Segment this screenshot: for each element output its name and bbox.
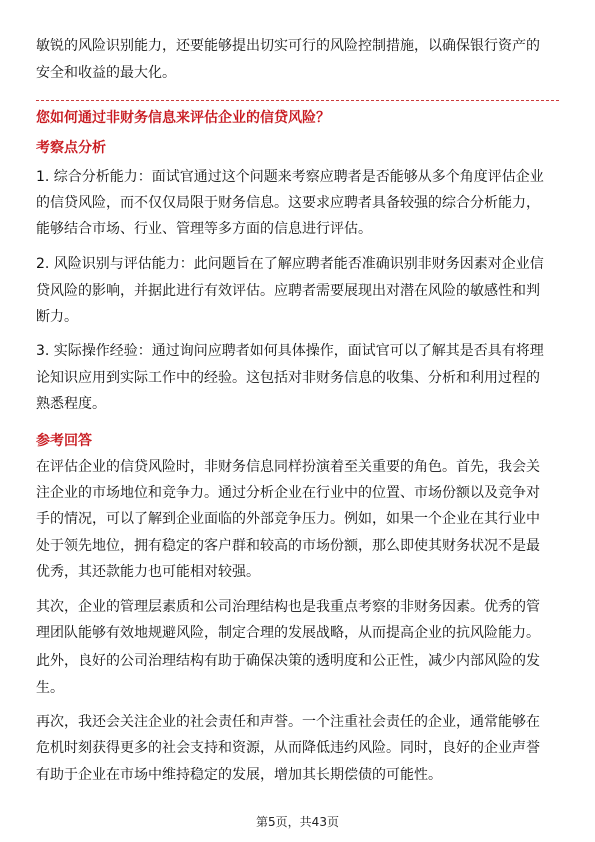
- reference-line: 危机时刻获得更多的社会支持和资源，从而降低违约风险。同时，良好的企业声誉: [36, 740, 540, 756]
- reference-line: 此外，良好的公司治理结构有助于确保决策的透明度和公正性，减少内部风险的发: [36, 653, 540, 669]
- analysis-point-line: 的信贷风险，而不仅仅局限于财务信息。这要求应聘者具备较强的综合分析能力，: [36, 195, 540, 211]
- analysis-point-line: 3. 实际操作经验：通过询问应聘者如何具体操作，面试官可以了解其是否具有将理: [36, 343, 544, 359]
- reference-heading: 参考回答: [36, 433, 92, 449]
- section-divider: [36, 100, 559, 101]
- reference-line: 在评估企业的信贷风险时，非财务信息同样扮演着至关重要的角色。首先，我会关: [36, 459, 540, 475]
- reference-line: 手的情况，可以了解到企业面临的外部竞争压力。例如，如果一个企业在其行业中: [36, 511, 540, 527]
- analysis-point-line: 贷风险的影响，并据此进行有效评估。应聘者需要展现出对潜在风险的敏感性和判: [36, 283, 540, 299]
- reference-line: 再次，我还会关注企业的社会责任和声誉。一个注重社会责任的企业，通常能够在: [36, 714, 540, 730]
- analysis-point-line: 能够结合市场、行业、管理等多方面的信息进行评估。: [36, 221, 372, 237]
- analysis-point-line: 2. 风险识别与评估能力：此问题旨在了解应聘者能否准确识别非财务因素对企业信: [36, 256, 544, 272]
- reference-line: 有助于企业在市场中维持稳定的发展，增加其长期偿债的可能性。: [36, 767, 442, 783]
- analysis-point-line: 1. 综合分析能力：面试官通过这个问题来考察应聘者是否能够从多个角度评估企业: [36, 169, 544, 185]
- reference-line: 理团队能够有效地规避风险，制定合理的发展战略，从而提高企业的抗风险能力。: [36, 625, 540, 641]
- question-title: 您如何通过非财务信息来评估企业的信贷风险？: [36, 110, 330, 126]
- page-number: 第5页，共43页: [256, 815, 339, 829]
- analysis-point-line: 熟悉程度。: [36, 396, 106, 412]
- reference-line: 注企业的市场地位和竞争力。通过分析企业在行业中的位置、市场份额以及竞争对: [36, 485, 540, 501]
- reference-line: 优秀，其还款能力也可能相对较强。: [36, 564, 260, 580]
- reference-line: 处于领先地位，拥有稳定的客户群和较高的市场份额，那么即使其财务状况不是最: [36, 538, 540, 554]
- reference-line: 其次，企业的管理层素质和公司治理结构也是我重点考察的非财务因素。优秀的管: [36, 599, 540, 615]
- analysis-point-line: 论知识应用到实际工作中的经验。这包括对非财务信息的收集、分析和利用过程的: [36, 370, 540, 386]
- analysis-point-line: 断力。: [36, 309, 78, 325]
- intro-line: 敏锐的风险识别能力，还要能够提出切实可行的风险控制措施，以确保银行资产的: [36, 38, 540, 54]
- intro-line: 安全和收益的最大化。: [36, 65, 176, 81]
- reference-line: 生。: [36, 680, 64, 696]
- analysis-heading: 考察点分析: [36, 140, 106, 156]
